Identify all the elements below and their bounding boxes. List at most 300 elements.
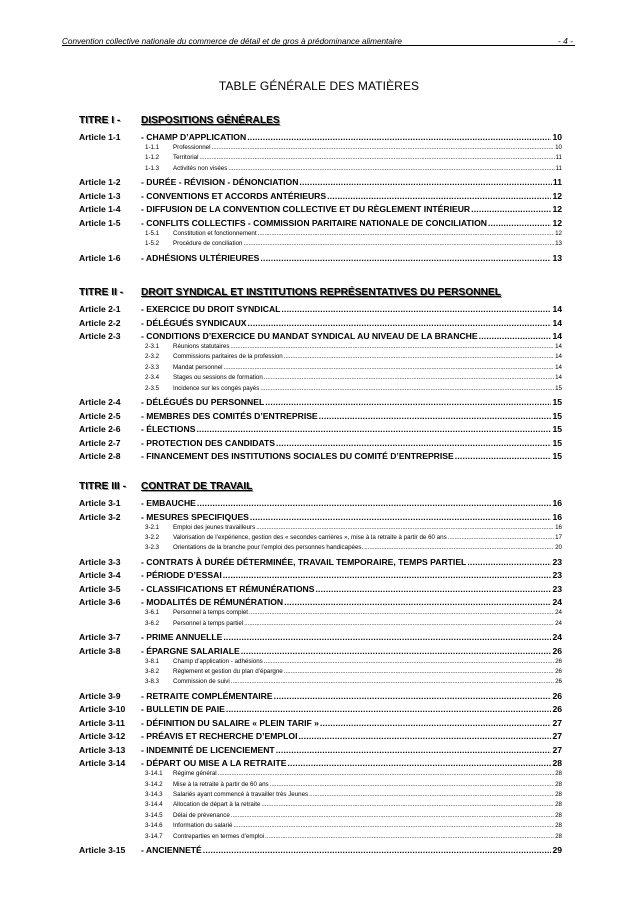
titre-heading [79, 481, 562, 493]
dot-leader [448, 534, 554, 541]
subsection-page-number: 28 [555, 770, 562, 778]
toc-subsection-entry[interactable] [79, 524, 562, 533]
titre-heading [79, 115, 562, 127]
dot-leader [276, 438, 551, 448]
article-page-number: 26 [552, 704, 562, 715]
article-line [141, 718, 562, 728]
subsection-number: 3-14.2 [145, 780, 163, 788]
subsection-title: Régime général [173, 770, 217, 778]
article-number: Article 3-5 [79, 583, 121, 594]
subsection-title: Contreparties en termes d’emploi [173, 832, 265, 840]
article-page-number: 12 [552, 190, 562, 201]
toc-subsection-entry[interactable] [79, 343, 562, 352]
toc-article-entry[interactable] [79, 204, 562, 216]
dot-leader [258, 230, 555, 237]
dot-leader [243, 240, 554, 247]
article-title: - ANCIENNETÉ [141, 845, 202, 855]
article-page-number: 15 [552, 451, 562, 461]
toc-subsection-entry[interactable] [79, 770, 562, 779]
dot-leader [223, 570, 552, 580]
subsection-page-number: 26 [555, 657, 562, 665]
dot-leader [224, 364, 555, 371]
dot-leader [265, 397, 551, 407]
article-title: - MODALITÉS DE RÉMUNÉRATION [141, 597, 284, 608]
subsection-number: 2-3.2 [145, 353, 160, 361]
dot-leader [250, 512, 552, 522]
subsection-page-number: 13 [555, 240, 562, 248]
article-line [141, 331, 562, 341]
toc-subsection-entry[interactable] [79, 230, 562, 239]
subsection-page-number: 14 [555, 374, 562, 382]
article-page-number: 24 [552, 632, 562, 642]
dot-leader [244, 620, 554, 627]
subsection-line [145, 678, 562, 685]
dot-leader [241, 646, 552, 656]
article-title: - EMBAUCHE [141, 498, 196, 508]
subsection-number: 3-14.5 [145, 811, 163, 819]
toc-subsection-entry[interactable] [79, 658, 562, 667]
article-page-number: 26 [552, 690, 562, 701]
toc-article-entry[interactable] [79, 438, 562, 450]
dot-leader [488, 218, 551, 228]
article-number: Article 2-6 [79, 424, 121, 434]
article-line [141, 177, 562, 187]
toc-article-entry[interactable] [79, 584, 562, 596]
article-number: Article 3-15 [79, 845, 126, 855]
subsection-line [145, 609, 562, 616]
toc-article-entry[interactable] [79, 132, 562, 144]
article-page-number: 23 [552, 556, 562, 567]
dot-leader [309, 791, 554, 798]
subsection-title: Réunions statutaires [173, 343, 230, 350]
subsection-page-number: 28 [555, 801, 562, 809]
article-page-number: 11 [552, 177, 562, 188]
dot-leader [264, 658, 554, 665]
dot-leader [364, 544, 554, 551]
dot-leader [212, 144, 555, 151]
toc-subsection-entry[interactable] [79, 385, 562, 394]
subsection-title: Commission de suivi [173, 678, 230, 686]
article-title: - ÉLECTIONS [141, 424, 196, 434]
subsection-title: Règlement et gestion du plan d’épargne [173, 667, 283, 675]
toc-article-entry[interactable] [79, 557, 562, 569]
dot-leader [203, 845, 552, 855]
toc-subsection-entry[interactable] [79, 668, 562, 677]
toc-article-entry[interactable] [79, 177, 562, 189]
article-page-number: 14 [552, 331, 562, 341]
article-number: Article 1-2 [79, 177, 121, 188]
subsection-line [145, 833, 562, 840]
subsection-number: 3-14.6 [145, 822, 163, 830]
subsection-number: 1-5.2 [145, 240, 160, 248]
dot-leader [230, 343, 554, 350]
titre-title: CONTRAT DE TRAVAIL [141, 481, 253, 492]
toc-article-entry[interactable] [79, 411, 562, 423]
article-line [141, 646, 562, 656]
subsection-page-number: 17 [555, 533, 562, 541]
article-line [141, 758, 562, 768]
toc-subsection-entry[interactable] [79, 609, 562, 618]
toc-subsection-entry[interactable] [79, 781, 562, 790]
article-number: Article 3-1 [79, 498, 121, 508]
dot-leader [260, 385, 554, 392]
article-title: - PRÉAVIS ET RECHERCHE D’EMPLOI [141, 731, 298, 742]
article-title: - DÉLÉGUÉS DU PERSONNEL [141, 397, 265, 407]
toc-subsection-entry[interactable] [79, 833, 562, 842]
toc-article-entry[interactable] [79, 646, 562, 658]
dot-leader [284, 668, 554, 675]
article-line [141, 498, 562, 508]
subsection-number: 1-1.1 [145, 144, 160, 151]
article-line [141, 424, 562, 434]
article-number: Article 1-6 [79, 252, 121, 263]
subsection-line [145, 620, 562, 627]
article-page-number: 27 [552, 717, 562, 728]
article-title: - DIFFUSION DE LA CONVENTION COLLECTIVE ET DU RÈGLEMENT INTÉRIEUR [141, 204, 471, 215]
article-title: - CHAMP D’APPLICATION [141, 132, 247, 142]
dot-leader [231, 678, 554, 685]
article-line [141, 304, 562, 314]
article-page-number: 10 [552, 132, 562, 142]
subsection-page-number: 15 [555, 384, 562, 392]
dot-leader [264, 374, 554, 381]
dot-leader [455, 451, 552, 461]
subsection-number: 3-14.1 [145, 770, 163, 778]
dot-leader [284, 353, 554, 360]
article-number: Article 2-5 [79, 410, 121, 421]
subsection-title: Orientations de la branche pour l’emploi des personnes handicapées. [173, 544, 364, 552]
titre-title: DROIT SYNDICAL ET INSTITUTIONS REPRÉSENTATIVES DU PERSONNEL [141, 287, 501, 298]
page-header [62, 29, 575, 46]
dot-leader [197, 498, 552, 508]
toc-subsection-entry[interactable] [79, 144, 562, 153]
dot-leader [319, 411, 552, 421]
subsection-title: Emploi des jeunes travailleurs [173, 523, 256, 531]
article-title: - PÉRIODE D’ESSAI [141, 570, 222, 581]
subsection-number: 3-6.1 [145, 609, 160, 617]
toc-subsection-entry[interactable] [79, 374, 562, 383]
toc-article-entry[interactable] [79, 253, 562, 265]
dot-leader [327, 191, 551, 201]
article-page-number: 14 [552, 304, 562, 314]
article-line [141, 584, 562, 594]
article-line [141, 218, 562, 228]
subsection-page-number: 11 [555, 164, 562, 172]
article-page-number: 23 [552, 583, 562, 594]
dot-leader [256, 524, 554, 531]
subsection-title: Professionnel [173, 144, 211, 151]
subsection-title: Constitution et fonctionnement [173, 229, 257, 237]
toc-article-entry[interactable] [79, 512, 562, 524]
subsection-page-number: 14 [555, 353, 562, 361]
toc-article-entry[interactable] [79, 424, 562, 436]
article-title: - DÉFINITION DU SALAIRE « PLEIN TARIF » [141, 717, 319, 728]
subsection-page-number: 14 [555, 343, 562, 350]
article-title: - ÉPARGNE SALARIALE [141, 645, 240, 656]
article-line [141, 253, 562, 263]
subsection-page-number: 26 [555, 667, 562, 675]
article-number: Article 3-2 [79, 511, 121, 522]
toc-article-entry[interactable] [79, 597, 562, 609]
subsection-title: Incidence sur les congés payés [173, 384, 260, 392]
article-page-number: 14 [552, 317, 562, 328]
subsection-title: Mise à la retraite à partir de 60 ans [173, 780, 269, 788]
subsection-page-number: 10 [555, 144, 562, 151]
subsection-number: 3-14.3 [145, 791, 163, 798]
toc-article-entry[interactable] [79, 745, 562, 757]
subsection-number: 3-8.3 [145, 678, 160, 686]
article-line [141, 132, 562, 142]
subsection-title: Personnel à temps complet [173, 609, 248, 617]
subsection-number: 2-3.4 [145, 374, 160, 382]
subsection-line [145, 230, 562, 237]
subsection-number: 2-3.3 [145, 363, 160, 371]
subsection-title: Délai de prévenance [173, 811, 230, 819]
dot-leader [315, 584, 551, 594]
subsection-line [145, 822, 562, 829]
article-title: - DÉLÉGUÉS SYNDICAUX [141, 317, 247, 328]
article-line [141, 704, 562, 714]
toc-article-entry[interactable] [79, 632, 562, 644]
article-number: Article 2-8 [79, 451, 121, 461]
toc-article-entry[interactable] [79, 451, 562, 463]
article-title: - PROTECTION DES CANDIDATS [141, 437, 275, 448]
subsection-page-number: 24 [555, 619, 562, 627]
subsection-number: 1-5.1 [145, 229, 160, 237]
subsection-line [145, 353, 562, 360]
titre-label: TITRE III - [79, 481, 126, 492]
dot-leader [261, 801, 554, 808]
subsection-line [145, 781, 562, 788]
article-page-number: 15 [552, 397, 562, 407]
toc-subsection-entry[interactable] [79, 620, 562, 629]
dot-leader [265, 833, 554, 840]
toc-subsection-entry[interactable] [79, 822, 562, 831]
subsection-line [145, 154, 562, 161]
dot-leader [287, 758, 551, 768]
subsection-title: Personnel à temps partiel [173, 619, 244, 627]
titre-heading [79, 287, 562, 299]
subsection-number: 3-2.2 [145, 533, 160, 541]
subsection-title: Champ d’application - adhésions [173, 657, 263, 665]
article-line [141, 438, 562, 448]
article-title: - RETRAITE COMPLÉMENTAIRE [141, 690, 273, 701]
dot-leader [249, 609, 554, 616]
article-number: Article 2-1 [79, 304, 121, 314]
article-number: Article 3-9 [79, 690, 121, 701]
subsection-number: 3-2.1 [145, 523, 160, 531]
subsection-page-number: 26 [555, 678, 562, 686]
article-number: Article 3-7 [79, 632, 121, 642]
subsection-title: Information du salarié [173, 822, 233, 830]
subsection-line [145, 385, 562, 392]
subsection-title: Valorisation de l’expérience, gestion des « secondes carrières », mise à la retraite à partir de 60 ans [173, 533, 447, 541]
article-title: - MEMBRES DES COMITÉS D’ENTREPRISE [141, 410, 318, 421]
titre-label: TITRE II - [79, 287, 124, 298]
dot-leader [231, 812, 554, 819]
toc-article-entry[interactable] [79, 304, 562, 316]
toc-article-entry[interactable] [79, 704, 562, 716]
toc-article-entry[interactable] [79, 218, 562, 230]
dot-leader [228, 165, 554, 172]
article-line [141, 745, 562, 755]
dot-leader [471, 204, 551, 214]
article-title: - BULLETIN DE PAIE [141, 704, 225, 715]
dot-leader [281, 304, 551, 314]
subsection-title: Activités non visées [173, 164, 228, 172]
toc-subsection-entry[interactable] [79, 678, 562, 687]
article-title: - INDEMNITÉ DE LICENCIEMENT [141, 744, 275, 755]
subsection-page-number: 12 [555, 229, 562, 237]
article-title: - DURÉE - RÉVISION - DÉNONCIATION [141, 177, 299, 188]
article-line [141, 557, 562, 567]
subsection-number: 1-1.2 [145, 154, 160, 162]
subsection-line [145, 343, 562, 350]
subsection-line [145, 544, 562, 551]
article-page-number: 26 [552, 645, 562, 656]
article-line [141, 597, 562, 607]
subsection-number: 3-6.2 [145, 619, 160, 627]
subsection-line [145, 812, 562, 819]
subsection-line [145, 240, 562, 247]
subsection-page-number: 16 [555, 523, 562, 531]
article-line [141, 451, 562, 461]
toc-article-entry[interactable] [79, 758, 562, 770]
subsection-number: 2-3.1 [145, 343, 160, 350]
toc-article-entry[interactable] [79, 191, 562, 203]
article-page-number: 27 [552, 731, 562, 742]
toc-article-entry[interactable] [79, 845, 562, 857]
toc-article-entry[interactable] [79, 331, 562, 343]
article-line [141, 570, 562, 580]
subsection-line [145, 524, 562, 531]
dot-leader [247, 132, 551, 142]
subsection-page-number: 28 [555, 780, 562, 788]
article-page-number: 15 [552, 424, 562, 434]
dot-leader [234, 822, 555, 829]
toc-article-entry[interactable] [79, 691, 562, 703]
article-number: Article 3-6 [79, 597, 121, 608]
toc-subsection-entry[interactable] [79, 791, 562, 800]
toc-subsection-entry[interactable] [79, 353, 562, 362]
dot-leader [199, 154, 554, 161]
subsection-number: 3-14.4 [145, 801, 163, 809]
subsection-page-number: 28 [555, 811, 562, 819]
subsection-line [145, 791, 562, 798]
dot-leader [479, 331, 552, 341]
subsection-line [145, 534, 562, 541]
subsection-page-number: 14 [555, 363, 562, 371]
article-line [141, 731, 562, 741]
article-line [141, 411, 562, 421]
article-title: - ADHÉSIONS ULTÉRIEURES [141, 252, 260, 263]
article-number: Article 1-5 [79, 217, 121, 228]
page-title: TABLE GÉNÉRALE DES MATIÈRES [218, 79, 420, 93]
article-number: Article 3-10 [79, 704, 126, 715]
subsection-line [145, 364, 562, 371]
toc-subsection-entry[interactable] [79, 544, 562, 553]
dot-leader [298, 731, 551, 741]
dot-leader [260, 253, 551, 263]
toc-article-entry[interactable] [79, 318, 562, 330]
article-number: Article 1-4 [79, 204, 121, 215]
article-number: Article 1-3 [79, 190, 121, 201]
subsection-title: Allocation de départ à la retraite [173, 801, 261, 809]
titre-title: DISPOSITIONS GÉNÉRALES [141, 115, 280, 126]
article-number: Article 3-3 [79, 556, 121, 567]
subsection-title: Territorial [173, 154, 199, 162]
toc-article-entry[interactable] [79, 731, 562, 743]
article-number: Article 2-7 [79, 437, 121, 448]
subsection-line [145, 144, 562, 151]
article-page-number: 13 [552, 252, 562, 263]
subsection-page-number: 20 [555, 544, 562, 552]
toc-article-entry[interactable] [79, 718, 562, 730]
subsection-line [145, 801, 562, 808]
article-title: - EXERCICE DU DROIT SYNDICAL [141, 304, 281, 314]
toc-subsection-entry[interactable] [79, 534, 562, 543]
toc-subsection-entry[interactable] [79, 364, 562, 373]
dot-leader [299, 177, 552, 187]
dot-leader [218, 770, 554, 777]
toc-subsection-entry[interactable] [79, 812, 562, 821]
subsection-line [145, 165, 562, 172]
article-line [141, 204, 562, 214]
dot-leader [223, 632, 551, 642]
subsection-page-number: 28 [555, 822, 562, 830]
article-title: - CLASSIFICATIONS ET RÉMUNÉRATIONS [141, 583, 315, 594]
article-page-number: 23 [552, 570, 562, 581]
subsection-title: Stages ou sessions de formation [173, 374, 263, 382]
article-title: - PRIME ANNUELLE [141, 632, 223, 642]
toc-subsection-entry[interactable] [79, 154, 562, 163]
dot-leader [276, 745, 552, 755]
toc-article-entry[interactable] [79, 397, 562, 409]
toc-article-entry[interactable] [79, 570, 562, 582]
article-number: Article 3-14 [79, 758, 126, 769]
dot-leader [320, 718, 552, 728]
subsection-number: 3-2.3 [145, 544, 160, 552]
dot-leader [248, 318, 552, 328]
titre-label: TITRE I - [79, 115, 121, 126]
article-line [141, 318, 562, 328]
toc-article-entry[interactable] [79, 498, 562, 510]
article-number: Article 1-1 [79, 132, 121, 142]
article-page-number: 29 [552, 845, 562, 855]
article-line [141, 632, 562, 642]
article-page-number: 24 [552, 597, 562, 608]
subsection-number: 3-8.2 [145, 667, 160, 675]
subsection-number: 3-8.1 [145, 657, 160, 665]
subsection-title: Commissions paritaires de la profession [173, 353, 283, 361]
article-line [141, 691, 562, 701]
article-line [141, 397, 562, 407]
toc-subsection-entry[interactable] [79, 165, 562, 174]
subsection-line [145, 374, 562, 381]
subsection-line [145, 770, 562, 777]
toc-subsection-entry[interactable] [79, 240, 562, 249]
article-page-number: 28 [552, 758, 562, 769]
article-line [141, 512, 562, 522]
article-line [141, 191, 562, 201]
subsection-line [145, 658, 562, 665]
dot-leader [196, 424, 551, 434]
header-document-title: Convention collective nationale du commerce de détail et de gros à prédominance alimentaire [62, 37, 402, 46]
article-number: Article 2-3 [79, 331, 121, 341]
subsection-title: Mandat personnel [173, 363, 223, 371]
toc-subsection-entry[interactable] [79, 801, 562, 810]
dot-leader [284, 597, 551, 607]
